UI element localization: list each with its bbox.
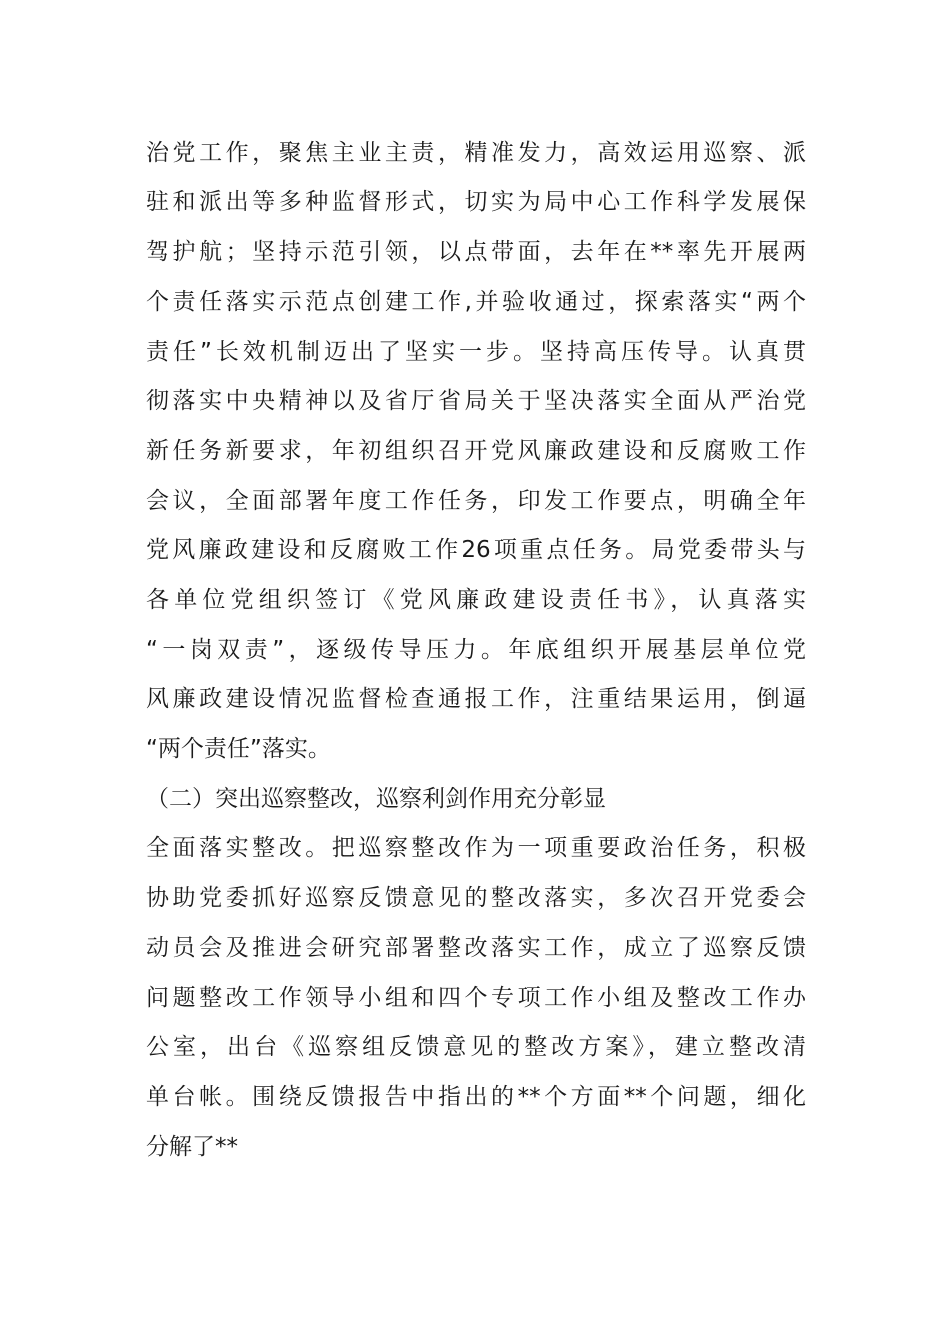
text-line: 个责任落实示范点创建工作,并验收通过，探索落实“两个 [146, 289, 806, 315]
text-line: 驾护航；坚持示范引领，以点带面，去年在**率先开展两 [146, 239, 806, 265]
text-line: 会议，全面部署年度工作任务，印发工作要点，明确全年 [146, 488, 806, 514]
text-line: 责任”长效机制迈出了坚实一步。坚持高压传导。认真贯 [146, 339, 806, 365]
text-line: 党风廉政建设和反腐败工作26项重点任务。局党委带头与 [146, 537, 806, 563]
text-line: 协助党委抓好巡察反馈意见的整改落实，多次召开党委会 [146, 885, 806, 911]
text-line: 各单位党组织签订《党风廉政建设责任书》，认真落实 [146, 587, 806, 613]
text-line: 分解了** [146, 1134, 238, 1160]
text-line: 新任务新要求，年初组织召开党风廉政建设和反腐败工作 [146, 438, 806, 464]
text-line: 驻和派出等多种监督形式，切实为局中心工作科学发展保 [146, 189, 806, 215]
section-heading: （二）突出巡察整改，巡察利剑作用充分彰显 [146, 786, 606, 812]
text-line: 风廉政建设情况监督检查通报工作，注重结果运用，倒逼 [146, 686, 806, 712]
text-line: 问题整改工作领导小组和四个专项工作小组及整改工作办 [146, 985, 806, 1011]
text-line: 全面落实整改。把巡察整改作为一项重要政治任务，积极 [146, 835, 806, 861]
text-line: 单台帐。围绕反馈报告中指出的**个方面**个问题，细化 [146, 1084, 806, 1110]
text-line: “两个责任”落实。 [146, 736, 331, 762]
text-line: 彻落实中央精神以及省厅省局关于坚决落实全面从严治党 [146, 388, 806, 414]
text-line: 动员会及推进会研究部署整改落实工作，成立了巡察反馈 [146, 935, 806, 961]
text-line: 公室，出台《巡察组反馈意见的整改方案》，建立整改清 [146, 1034, 806, 1060]
text-line: 治党工作，聚焦主业主责，精准发力，高效运用巡察、派 [146, 140, 806, 166]
text-line: “一岗双责”，逐级传导压力。年底组织开展基层单位党 [146, 637, 806, 663]
